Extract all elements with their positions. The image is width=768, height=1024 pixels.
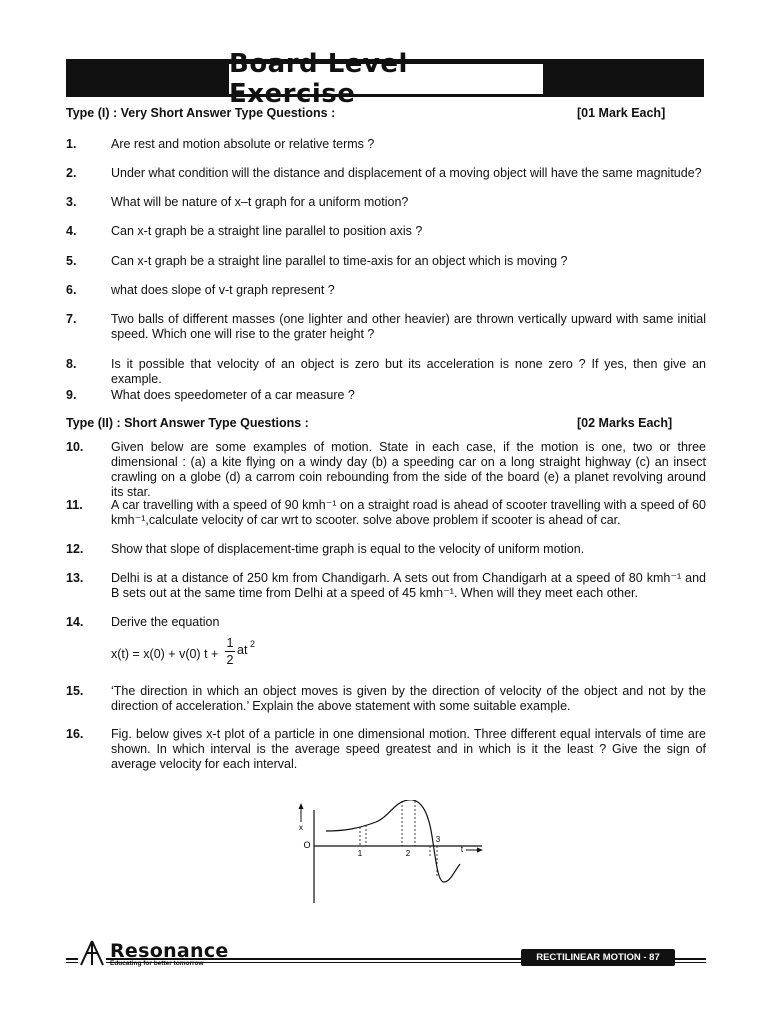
question-number: 8. [66, 357, 77, 371]
question-number: 11. [66, 498, 83, 512]
question-text: Under what condition will the distance and displacement of a moving object will have the same magnitude? [111, 166, 702, 180]
question-number: 9. [66, 388, 77, 402]
section-2-title: Type (II) : Short Answer Type Questions : [66, 416, 309, 430]
question-number: 15. [66, 684, 84, 698]
fraction-bar [225, 651, 235, 652]
question-number: 4. [66, 224, 77, 238]
section-2-marks: [02 Marks Each] [577, 416, 673, 430]
xt-graph-figure [290, 800, 490, 905]
brand-name: Resonance [110, 940, 229, 962]
section-1-marks: [01 Mark Each] [577, 106, 666, 120]
question-text: Show that slope of displacement-time graph is equal to the velocity of uniform motion. [111, 542, 585, 556]
question-text: Is it possible that velocity of an object is zero but its acceleration is none zero ? If yes, then give an example. [111, 357, 706, 386]
brand-tagline: Educating for better tomorrow [110, 960, 204, 967]
question-number: 6. [66, 283, 77, 297]
question-number: 7. [66, 312, 77, 326]
question-number: 12. [66, 542, 84, 556]
question-text: ‘The direction in which an object moves is given by the direction of velocity of the object and not by the direction of acceleration.’ Explain the above statement with some suitable example. [111, 684, 706, 713]
x-arrow-head [299, 803, 304, 809]
resonance-logo-icon [78, 940, 106, 966]
origin-label: O [303, 840, 311, 850]
fraction-numerator: 1 [226, 636, 234, 650]
question-number: 1. [66, 137, 77, 151]
question-text: What does speedometer of a car measure ? [111, 388, 355, 402]
equation-term: at [237, 643, 248, 657]
question-number: 14. [66, 615, 84, 629]
interval-label: 1 [357, 849, 363, 858]
x-axis-label: x [299, 823, 303, 832]
question-number: 16. [66, 727, 84, 741]
question-text: Derive the equation [111, 615, 220, 629]
question-text: Given below are some examples of motion. State in each case, if the motion is one, two or three dimensional : (a) a kite flying on a windy day (b) a speeding car on a long straight highway (c) an insect crawling on a globe (d) a carrom coin rebounding from the side of the board (e) a planet revolving around its star. [111, 440, 706, 499]
equation-exponent: 2 [250, 639, 256, 649]
fraction-denominator: 2 [226, 653, 234, 667]
interval-label: 3 [435, 835, 441, 844]
question-text: Two balls of different masses (one lighter and other heavier) are thrown vertically upward with same initial speed. Which one will rise to the grater height ? [111, 312, 706, 341]
question-text: A car travelling with a speed of 90 kmh⁻¹ on a straight road is ahead of scooter travelling with a speed of 60 kmh⁻¹,calculate velocity of car wrt to scooter. solve above problem if scooter is ahead of car. [111, 498, 706, 527]
question-text: what does slope of v-t graph represent ? [111, 283, 335, 297]
equation [111, 636, 311, 670]
question-text: Can x-t graph be a straight line parallel to time-axis for an object which is moving ? [111, 254, 568, 268]
page-label: RECTILINEAR MOTION - 87 [521, 949, 675, 966]
question-number: 13. [66, 571, 84, 585]
section-1-title: Type (I) : Very Short Answer Type Questions : [66, 106, 336, 120]
question-text: Can x-t graph be a straight line parallel to position axis ? [111, 224, 423, 238]
equation-lhs: x(t) = x(0) + v(0) t + [111, 647, 222, 661]
t-axis-label: t [460, 845, 464, 854]
page-title: Board Level Exercise [228, 63, 544, 95]
question-text: What will be nature of x–t graph for a uniform motion? [111, 195, 409, 209]
question-number: 5. [66, 254, 77, 268]
question-number: 3. [66, 195, 77, 209]
question-number: 10. [66, 440, 84, 454]
question-number: 2. [66, 166, 77, 180]
t-arrow-head [477, 848, 483, 853]
question-text: Fig. below gives x-t plot of a particle in one dimensional motion. Three different equal intervals of time are shown. In which interval is the average speed greatest and in which is it the least ? Give the sign of average velocity for each interval. [111, 727, 706, 771]
question-text: Delhi is at a distance of 250 km from Chandigarh. A sets out from Chandigarh at a speed of 80 kmh⁻¹ and B sets out at the same time from Delhi at a speed of 45 kmh⁻¹. When will they meet each other. [111, 571, 706, 600]
question-text: Are rest and motion absolute or relative terms ? [111, 137, 375, 151]
interval-label: 2 [405, 849, 411, 858]
